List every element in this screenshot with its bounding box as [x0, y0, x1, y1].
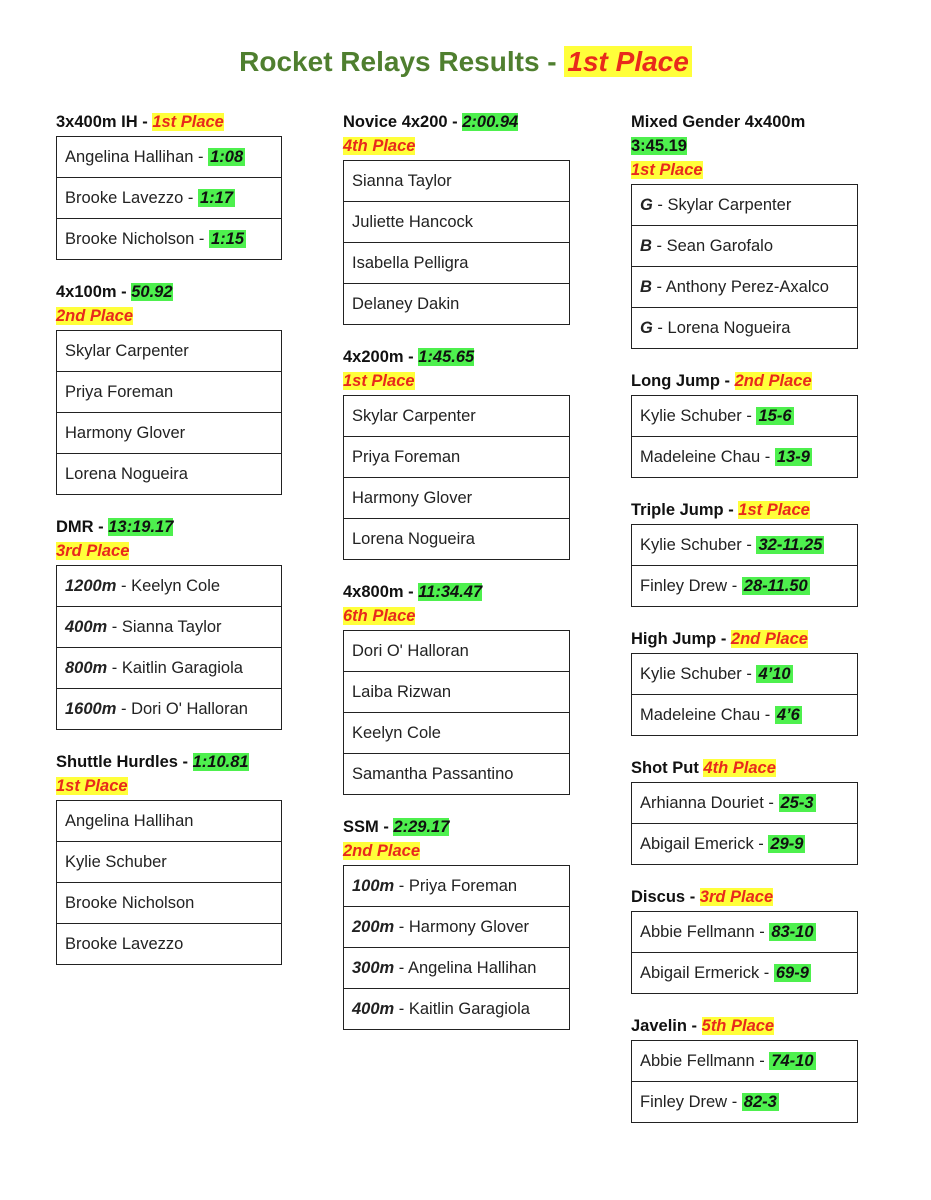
- results-column-1: [56, 110, 282, 985]
- table-row: [632, 912, 858, 953]
- event-block: [56, 750, 282, 965]
- event-block: [343, 110, 570, 325]
- table-row: [344, 631, 570, 672]
- athlete-mark: 29-9: [770, 834, 804, 853]
- event-block: [343, 580, 570, 795]
- athlete-name: Isabella Pelligra: [352, 253, 469, 272]
- table-row: [57, 842, 282, 883]
- table-row: [632, 566, 858, 607]
- athlete-cell: 400m - Kaitlin Garagiola: [344, 989, 570, 1030]
- athlete-cell: [57, 883, 282, 924]
- athlete-name: Brooke Lavezzo: [65, 188, 184, 207]
- table-row: [344, 989, 570, 1030]
- results-table: [56, 330, 282, 495]
- event-place: 2nd Place: [343, 842, 421, 860]
- athlete-cell: Kylie Schuber - 32-11.25: [632, 525, 858, 566]
- results-table: [343, 630, 570, 795]
- athlete-name: Skylar Carpenter: [352, 406, 476, 425]
- athlete-name: Kylie Schuber: [65, 852, 167, 871]
- event-time: 1:10.81: [192, 753, 249, 771]
- athlete-cell: Angelina Hallihan - 1:08: [57, 137, 282, 178]
- table-row: [632, 1082, 858, 1123]
- event-name: 4x100m: [56, 283, 117, 301]
- leg-label: 400m: [352, 999, 395, 1018]
- results-table: [631, 395, 858, 478]
- leg-label: 300m: [352, 958, 395, 977]
- athlete-mark: 13-9: [776, 447, 810, 466]
- event-header: Long Jump - 2nd Place: [631, 372, 812, 390]
- athlete-cell: [344, 202, 570, 243]
- athlete-name: Kaitlin Garagiola: [121, 658, 243, 677]
- event-header: Javelin - 5th Place: [631, 1017, 775, 1035]
- leg-label: 200m: [352, 917, 395, 936]
- athlete-cell: 300m - Angelina Hallihan: [344, 948, 570, 989]
- athlete-name: Laiba Rizwan: [352, 682, 452, 701]
- athlete-mark: 15-6: [758, 406, 792, 425]
- athlete-cell: Abigail Emerick - 29-9: [632, 824, 858, 865]
- athlete-name: Lorena Nogueira: [352, 529, 475, 548]
- leg-label: 800m: [65, 658, 108, 677]
- table-row: [57, 372, 282, 413]
- athlete-name: Madeleine Chau: [640, 705, 761, 724]
- athlete-cell: 800m - Kaitlin Garagiola: [57, 648, 282, 689]
- athlete-name: Samantha Passantino: [352, 764, 514, 783]
- athlete-cell: Abbie Fellmann - 74-10: [632, 1041, 858, 1082]
- event-place: 1st Place: [738, 501, 810, 519]
- table-row: [344, 396, 570, 437]
- athlete-name: Priya Foreman: [352, 447, 461, 466]
- table-row: [57, 607, 282, 648]
- table-row: [57, 566, 282, 607]
- athlete-mark: 74-10: [771, 1051, 814, 1070]
- athlete-name: Abbie Fellmann: [640, 922, 755, 941]
- athlete-cell: G - Skylar Carpenter: [632, 185, 858, 226]
- event-name: High Jump: [631, 630, 717, 648]
- table-row: [344, 713, 570, 754]
- title-text: Rocket Relays Results -: [239, 46, 565, 77]
- event-time: 2:29.17: [393, 818, 450, 836]
- event-time: 2:00.94: [462, 113, 519, 131]
- results-table: [631, 782, 858, 865]
- table-row: [632, 226, 858, 267]
- table-row: [344, 243, 570, 284]
- table-row: [632, 953, 858, 994]
- athlete-cell: 100m - Priya Foreman: [344, 866, 570, 907]
- table-row: [57, 648, 282, 689]
- athlete-name: Angelina Hallihan: [407, 958, 537, 977]
- results-table: [343, 395, 570, 560]
- event-time: 13:19.17: [108, 518, 174, 536]
- athlete-cell: G - Lorena Nogueira: [632, 308, 858, 349]
- event-place: 1st Place: [56, 777, 128, 795]
- athlete-cell: 400m - Sianna Taylor: [57, 607, 282, 648]
- event-header: [631, 756, 858, 780]
- athlete-cell: [344, 437, 570, 478]
- event-header: Discus - 3rd Place: [631, 888, 774, 906]
- event-time: 1:45.65: [418, 348, 475, 366]
- athlete-cell: Brooke Nicholson - 1:15: [57, 219, 282, 260]
- athlete-name: Kaitlin Garagiola: [408, 999, 530, 1018]
- athlete-mark: 1:08: [210, 147, 244, 166]
- event-name: 4x800m: [343, 583, 404, 601]
- event-header: SSM - 2:29.17 2nd Place: [343, 818, 450, 860]
- athlete-name: Harmony Glover: [408, 917, 529, 936]
- leg-label: G: [640, 195, 653, 214]
- event-block: [631, 885, 858, 994]
- athlete-cell: [57, 331, 282, 372]
- event-place: 3rd Place: [699, 888, 774, 906]
- table-row: [344, 284, 570, 325]
- athlete-cell: Kylie Schuber - 4’10: [632, 654, 858, 695]
- event-header: Triple Jump - 1st Place: [631, 501, 810, 519]
- athlete-mark: 83-10: [771, 922, 814, 941]
- athlete-name: Lorena Nogueira: [667, 318, 791, 337]
- athlete-cell: [344, 672, 570, 713]
- athlete-name: Harmony Glover: [65, 423, 186, 442]
- athlete-name: Kylie Schuber: [640, 406, 742, 425]
- event-name: Novice 4x200: [343, 113, 448, 131]
- event-header: Shuttle Hurdles - 1:10.81 1st Place: [56, 753, 249, 795]
- athlete-cell: [57, 372, 282, 413]
- table-row: [57, 331, 282, 372]
- athlete-name: Delaney Dakin: [352, 294, 460, 313]
- athlete-cell: B - Sean Garofalo: [632, 226, 858, 267]
- athlete-name: Finley Drew: [640, 1092, 728, 1111]
- table-row: [344, 948, 570, 989]
- event-name: Discus: [631, 888, 686, 906]
- athlete-name: Brooke Lavezzo: [65, 934, 184, 953]
- athlete-mark: 4’10: [758, 664, 791, 683]
- event-block: [631, 627, 858, 736]
- results-table: [56, 565, 282, 730]
- athlete-name: Anthony Perez-Axalco: [665, 277, 829, 296]
- athlete-mark: 28-11.50: [743, 576, 808, 595]
- athlete-cell: Finley Drew - 82-3: [632, 1082, 858, 1123]
- results-table: [56, 136, 282, 260]
- event-name: Shot Put: [631, 759, 699, 777]
- table-row: [344, 478, 570, 519]
- athlete-name: Keelyn Cole: [352, 723, 441, 742]
- athlete-name: Lorena Nogueira: [65, 464, 188, 483]
- table-row: [57, 689, 282, 730]
- table-row: [632, 185, 858, 226]
- table-row: [344, 754, 570, 795]
- athlete-cell: [344, 284, 570, 325]
- athlete-cell: [344, 243, 570, 284]
- leg-label: 1600m: [65, 699, 117, 718]
- athlete-cell: Arhianna Douriet - 25-3: [632, 783, 858, 824]
- results-column-3: [631, 110, 858, 1143]
- event-name: 4x200m: [343, 348, 404, 366]
- event-time: 50.92: [131, 283, 173, 301]
- table-row: [344, 437, 570, 478]
- table-row: [344, 161, 570, 202]
- table-row: [344, 519, 570, 560]
- table-row: [57, 178, 282, 219]
- results-table: [631, 184, 858, 349]
- athlete-cell: 1200m - Keelyn Cole: [57, 566, 282, 607]
- event-header: 4x800m - 11:34.47 6th Place: [343, 583, 483, 625]
- event-place: 1st Place: [152, 113, 224, 131]
- athlete-name: Keelyn Cole: [131, 576, 221, 595]
- event-name: Shuttle Hurdles: [56, 753, 178, 771]
- athlete-name: Brooke Nicholson: [65, 229, 195, 248]
- athlete-mark: 1:17: [200, 188, 234, 207]
- athlete-cell: [344, 631, 570, 672]
- athlete-cell: Abbie Fellmann - 83-10: [632, 912, 858, 953]
- event-block: [631, 1014, 858, 1123]
- table-row: [632, 525, 858, 566]
- event-name: Javelin: [631, 1017, 687, 1035]
- athlete-cell: Finley Drew - 28-11.50: [632, 566, 858, 607]
- athlete-name: Kylie Schuber: [640, 664, 742, 683]
- event-block: [631, 110, 858, 349]
- leg-label: B: [640, 277, 652, 296]
- table-row: [57, 924, 282, 965]
- table-row: [632, 308, 858, 349]
- athlete-name: Brooke Nicholson: [65, 893, 195, 912]
- table-row: [632, 267, 858, 308]
- athlete-cell: Madeleine Chau - 13-9: [632, 437, 858, 478]
- athlete-cell: [57, 924, 282, 965]
- athlete-cell: [57, 454, 282, 495]
- event-header: Novice 4x200 - 2:00.94 4th Place: [343, 113, 519, 155]
- athlete-cell: [344, 396, 570, 437]
- event-name: Long Jump: [631, 372, 720, 390]
- event-name: Triple Jump: [631, 501, 724, 519]
- athlete-cell: Madeleine Chau - 4’6: [632, 695, 858, 736]
- event-header: DMR - 13:19.17 3rd Place: [56, 518, 174, 560]
- athlete-name: Harmony Glover: [352, 488, 473, 507]
- table-row: [57, 883, 282, 924]
- event-block: [631, 498, 858, 607]
- event-block: [631, 369, 858, 478]
- event-header: High Jump - 2nd Place: [631, 630, 808, 648]
- event-name: 3x400m IH: [56, 113, 138, 131]
- results-table: [631, 1040, 858, 1123]
- athlete-name: Sianna Taylor: [121, 617, 222, 636]
- athlete-cell: 1600m - Dori O' Halloran: [57, 689, 282, 730]
- leg-label: 1200m: [65, 576, 117, 595]
- athlete-mark: 4’6: [776, 705, 800, 724]
- athlete-cell: [344, 519, 570, 560]
- event-header: 3x400m IH - 1st Place: [56, 113, 224, 131]
- leg-label: 100m: [352, 876, 395, 895]
- athlete-cell: [344, 713, 570, 754]
- table-row: [632, 437, 858, 478]
- table-row: [632, 783, 858, 824]
- table-row: [344, 672, 570, 713]
- athlete-cell: [57, 801, 282, 842]
- event-block: [56, 110, 282, 260]
- results-column-2: [343, 110, 570, 1050]
- athlete-mark: 25-3: [780, 793, 814, 812]
- event-time: 11:34.47: [418, 583, 483, 601]
- event-place: 2nd Place: [730, 630, 808, 648]
- athlete-name: Angelina Hallihan: [65, 147, 194, 166]
- athlete-name: Sianna Taylor: [352, 171, 452, 190]
- athlete-cell: [57, 413, 282, 454]
- athlete-name: Madeleine Chau: [640, 447, 761, 466]
- table-row: [344, 866, 570, 907]
- leg-label: 400m: [65, 617, 108, 636]
- table-row: [632, 1041, 858, 1082]
- athlete-mark: 1:15: [211, 229, 245, 248]
- event-place: 3rd Place: [56, 542, 130, 560]
- athlete-name: Sean Garofalo: [666, 236, 773, 255]
- table-row: [57, 137, 282, 178]
- athlete-name: Skylar Carpenter: [65, 341, 189, 360]
- athlete-name: Dori O' Halloran: [352, 641, 469, 660]
- athlete-name: Finley Drew: [640, 576, 728, 595]
- table-row: [57, 219, 282, 260]
- athlete-cell: 200m - Harmony Glover: [344, 907, 570, 948]
- results-table: [343, 865, 570, 1030]
- results-table: [56, 800, 282, 965]
- athlete-name: Abigail Ermerick: [640, 963, 760, 982]
- table-row: [632, 654, 858, 695]
- athlete-mark: 69-9: [775, 963, 809, 982]
- table-row: [344, 202, 570, 243]
- athlete-cell: [57, 842, 282, 883]
- event-block: [343, 815, 570, 1030]
- event-place: 4th Place: [703, 759, 776, 777]
- athlete-cell: Brooke Lavezzo - 1:17: [57, 178, 282, 219]
- event-name: SSM: [343, 818, 379, 836]
- athlete-name: Dori O' Halloran: [131, 699, 248, 718]
- table-row: [632, 396, 858, 437]
- event-block: [631, 756, 858, 865]
- event-header: [631, 110, 858, 182]
- table-row: [632, 695, 858, 736]
- table-row: [57, 454, 282, 495]
- leg-label: G: [640, 318, 653, 337]
- results-table: [631, 911, 858, 994]
- athlete-cell: [344, 478, 570, 519]
- event-name: Mixed Gender 4x400m: [631, 113, 806, 131]
- athlete-name: Kylie Schuber: [640, 535, 742, 554]
- event-place: 1st Place: [631, 161, 703, 179]
- event-time: 3:45.19: [631, 137, 687, 155]
- table-row: [57, 801, 282, 842]
- athlete-cell: Abigail Ermerick - 69-9: [632, 953, 858, 994]
- results-table: [631, 653, 858, 736]
- event-header: 4x200m - 1:45.65 1st Place: [343, 348, 475, 390]
- table-row: [57, 413, 282, 454]
- athlete-name: Angelina Hallihan: [65, 811, 194, 830]
- athlete-name: Abbie Fellmann: [640, 1051, 755, 1070]
- page-title: [0, 46, 931, 78]
- event-place: 6th Place: [343, 607, 416, 625]
- title-place-badge: 1st Place: [564, 46, 691, 77]
- event-block: [56, 280, 282, 495]
- event-place: 2nd Place: [734, 372, 812, 390]
- leg-label: B: [640, 236, 652, 255]
- athlete-name: Juliette Hancock: [352, 212, 474, 231]
- table-row: [344, 907, 570, 948]
- athlete-cell: B - Anthony Perez-Axalco: [632, 267, 858, 308]
- event-name: DMR: [56, 518, 94, 536]
- athlete-mark: 32-11.25: [758, 535, 823, 554]
- athlete-name: Abigail Emerick: [640, 834, 754, 853]
- event-place: 4th Place: [343, 137, 416, 155]
- results-table: [343, 160, 570, 325]
- table-row: [632, 824, 858, 865]
- athlete-name: Priya Foreman: [408, 876, 518, 895]
- athlete-cell: Kylie Schuber - 15-6: [632, 396, 858, 437]
- event-block: [343, 345, 570, 560]
- event-place: 2nd Place: [56, 307, 134, 325]
- athlete-name: Arhianna Douriet: [640, 793, 764, 812]
- athlete-mark: 82-3: [743, 1092, 777, 1111]
- event-place: 5th Place: [701, 1017, 775, 1035]
- results-table: [631, 524, 858, 607]
- athlete-name: Skylar Carpenter: [667, 195, 792, 214]
- athlete-cell: [344, 754, 570, 795]
- event-place: 1st Place: [343, 372, 415, 390]
- athlete-cell: [344, 161, 570, 202]
- athlete-name: Priya Foreman: [65, 382, 174, 401]
- event-block: [56, 515, 282, 730]
- event-header: 4x100m - 50.92 2nd Place: [56, 283, 173, 325]
